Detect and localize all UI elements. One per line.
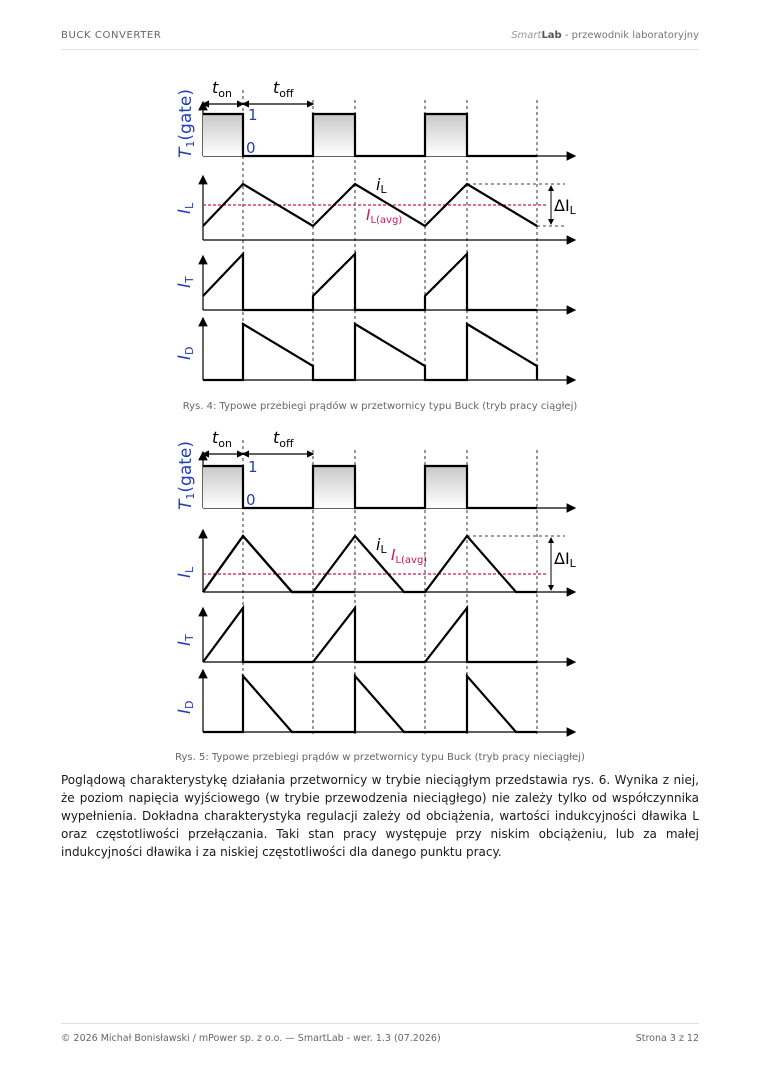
brand-lab: Lab — [541, 30, 562, 41]
id-panel — [175, 670, 575, 732]
il-panel — [175, 530, 577, 592]
delta-il-label: ΔIL — [554, 549, 576, 570]
it-panel — [175, 254, 575, 310]
footer-copyright: © 2026 Michał Bonisławski / mPower sp. z o.o. — SmartLab - wer. 1.3 (07.2026) — [61, 1033, 441, 1044]
it-label: IT — [175, 634, 196, 646]
il-panel — [175, 175, 577, 240]
il-instant-label: iL — [376, 175, 387, 196]
page-number: Strona 3 z 12 — [635, 1033, 699, 1044]
figure-ccm-caption: Rys. 4: Typowe przebiegi prądów w przetwornicy typu Buck (tryb pracy ciągłej) — [182, 401, 578, 412]
ton-label: $t_{on}$ — [212, 428, 232, 450]
toff-label: $t_{off}$ — [273, 78, 294, 100]
figure-dcm-caption: Rys. 5: Typowe przebiegi prądów w przetwornicy typu Buck (tryb pracy nieciągłej) — [175, 752, 585, 763]
body-paragraph: Poglądową charakterystykę działania przetwornicy w trybie nieciągłym przedstawia rys. 6. Wynika z niej, że poziom napięcia wyjściowego (w trybie przewodzenia nieciągłego) nie zależy tylko od współczynnika wypełnienia. Dokładna charakterystyka regulacji zależy od obciążenia, wartości indukcyjności dławika L oraz częstotliwości przełączania. Taki stan pracy występuje przy niskim obciążeniu, lub za małej indukcyjności dławika i za niskiej częstotliwości dla danego punktu pracy. — [61, 773, 699, 859]
section-title: BUCK CONVERTER — [61, 30, 162, 41]
level-high: 1 — [248, 458, 258, 476]
il-label: IL — [175, 202, 196, 214]
gate-panel — [176, 441, 575, 510]
il-avg-label: $I_{L(avg)}$ — [366, 206, 403, 226]
gate-label: T1(gate) — [176, 441, 197, 510]
delta-il-label: ΔIL — [554, 196, 576, 217]
toff-label: $t_{off}$ — [273, 428, 294, 450]
period-markers — [243, 90, 537, 382]
id-label: ID — [175, 700, 196, 714]
brand-suffix: - przewodnik laboratoryjny — [561, 30, 699, 41]
dcm-waveforms — [170, 426, 590, 738]
gate-panel — [176, 89, 575, 158]
id-label: ID — [175, 346, 196, 360]
level-low: 0 — [246, 491, 256, 509]
figure-dcm — [170, 426, 590, 738]
it-panel — [175, 608, 575, 662]
level-high: 1 — [248, 106, 258, 124]
level-low: 0 — [246, 139, 256, 157]
it-label: IT — [175, 276, 196, 288]
ton-label: $t_{on}$ — [212, 78, 232, 100]
brand-smart: Smart — [511, 30, 542, 41]
il-label: IL — [175, 566, 196, 578]
ccm-waveforms — [170, 76, 590, 386]
page-header — [61, 30, 699, 44]
il-avg-label: $I_{L(avg)}$ — [391, 546, 428, 566]
il-instant-label: iL — [376, 535, 387, 556]
figure-ccm — [170, 76, 590, 386]
header-rule — [61, 49, 699, 50]
gate-label: T1(gate) — [176, 89, 197, 158]
id-panel — [175, 318, 575, 380]
brand — [511, 30, 699, 41]
footer-rule — [61, 1023, 699, 1024]
